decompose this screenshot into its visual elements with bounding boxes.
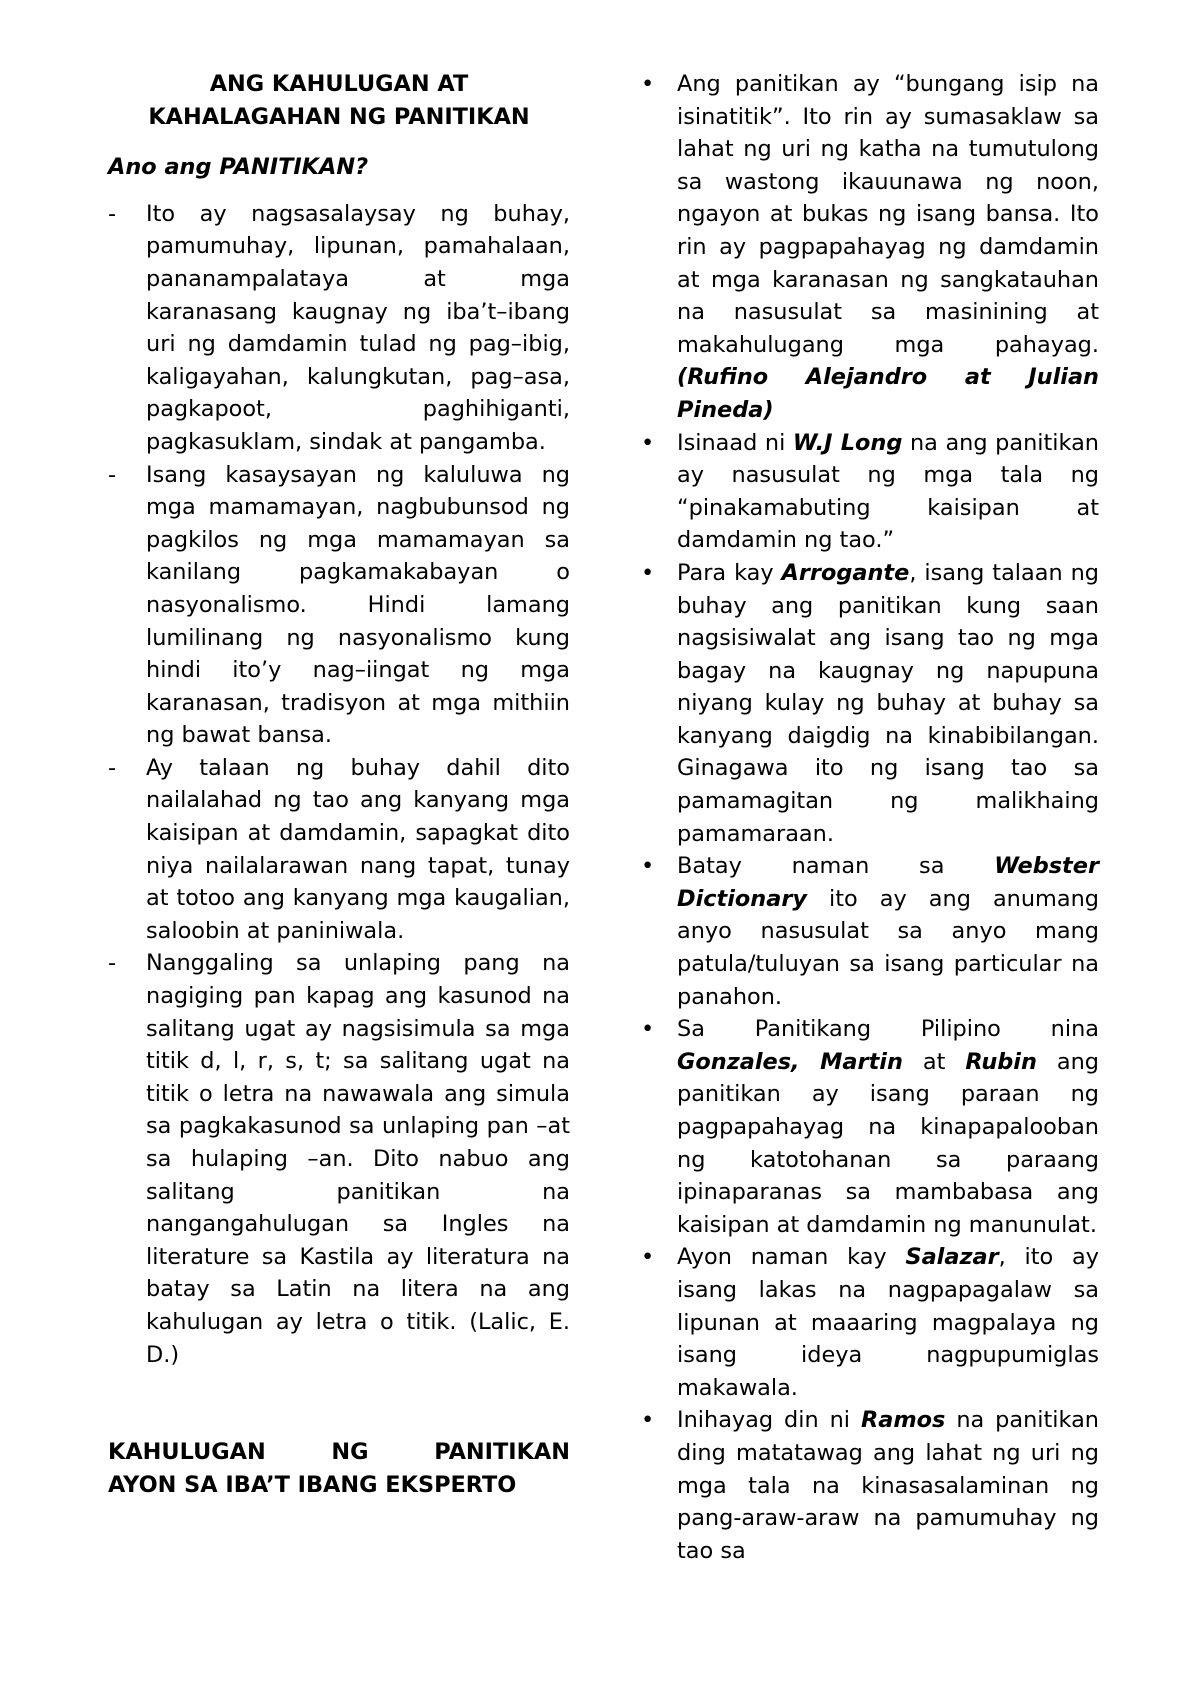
bullet-marker: • bbox=[641, 853, 655, 880]
author-name: Ramos bbox=[860, 1407, 946, 1434]
dash-marker: - bbox=[108, 200, 117, 227]
list-item-text: na ang panitikan ay nasusulat ng mga tala ng “pinakamabuting kaisipan at damdamin ng tao.” bbox=[677, 429, 1099, 554]
list-item bbox=[641, 1404, 1099, 1567]
bullet-marker: • bbox=[641, 559, 655, 586]
list-item-text: Batay naman sa bbox=[677, 853, 995, 880]
author-name: Gonzales, Martin bbox=[677, 1048, 903, 1075]
list-item-text: Ito ay nagsasalaysay ng buhay, pamumuhay, lipunan, pamahalaan, pananampalataya at mga karanasang kaugnay ng iba’t–ibang uri ng damdamin tulad ng pag–ibig, kaligayahan, kalungkutan, pag–asa, pagkapoot, paghihiganti, pagkasuklam, sindak at pangamba. bbox=[146, 200, 570, 455]
section-heading-line-2: AYON SA IBA’T IBANG EKSPERTO bbox=[108, 1471, 517, 1498]
dash-marker: - bbox=[108, 754, 117, 781]
dash-marker: - bbox=[108, 461, 117, 488]
list-item bbox=[108, 198, 570, 459]
title-line-1: ANG KAHULUGAN AT bbox=[209, 71, 469, 97]
section-heading bbox=[108, 1436, 570, 1501]
list-item bbox=[641, 850, 1099, 1013]
author-name: Arrogante bbox=[781, 559, 910, 586]
subheading: Ano ang PANITIKAN? bbox=[108, 154, 369, 181]
list-item-text: Isinaad ni bbox=[677, 429, 793, 456]
list-item bbox=[108, 752, 570, 948]
bullet-marker: • bbox=[641, 429, 655, 456]
author-name: Rubin bbox=[965, 1048, 1037, 1075]
list-item-text: Ang panitikan ay “bungang isip na isinatitik”. Ito rin ay sumasaklaw sa lahat ng uri ng katha na tumutulong sa wastong ikauunawa ng noon, ngayon at bukas ng isang bansa. Ito rin ay pagpapahayag ng damdamin at mga karanasan ng sangkatauhan na nasusulat sa masinining at makahulugang mga pahayag. bbox=[677, 71, 1099, 358]
bullet-marker: • bbox=[641, 71, 655, 97]
list-item-text: Nanggaling sa unlaping pang na nagiging pan kapag ang kasunod na salitang ugat ay nagsisimula sa mga titik d, l, r, s, t; sa salitang ugat na titik o letra na nawawala ang simula sa pagkakasunod sa unlaping pan –at sa hulaping –an. Dito nabuo ang salitang panitikan na nangangahulugan sa Ingles na literature sa Kastila ay literatura na batay sa Latin na litera na ang kahulugan ay letra o titik. (Lalic, E. D.) bbox=[146, 950, 570, 1368]
bullet-marker: • bbox=[641, 1407, 655, 1434]
author-name: W.J Long bbox=[792, 429, 903, 456]
list-item bbox=[641, 557, 1099, 850]
title-line-2: KAHALAGAHAN NG PANITIKAN bbox=[148, 103, 530, 130]
list-item-text: na panitikan ding matatawag ang lahat ng uri ng mga tala na kinasasalaminan ng pang-araw-araw na pamumuhay ng tao sa bbox=[677, 1407, 1099, 1564]
list-item-text: Ay talaan ng buhay dahil dito nailalahad ng tao ang kanyang mga kaisipan at damdamin, sapagkat dito niya nailalarawan nang tapat, tunay at totoo ang kanyang mga kaugalian, saloobin at paniniwala. bbox=[146, 754, 570, 944]
list-item-text: , ito ay isang lakas na nagpapagalaw sa lipunan at maaaring magpalaya ng isang ideya nagpupumiglas makawala. bbox=[677, 1244, 1099, 1401]
author-name: Webster Dictionary bbox=[677, 853, 1099, 912]
list-item bbox=[641, 427, 1099, 557]
author-name: (Rufino Alejandro at Julian Pineda) bbox=[677, 364, 1099, 423]
list-item bbox=[641, 1241, 1099, 1404]
list-item-text: Isang kasaysayan ng kaluluwa ng mga mamamayan, nagbubunsod ng pagkilos ng mga mamamayan sa kanilang pagkamakabayan o nasyonalismo. Hindi lamang lumilinang ng nasyonalismo kung hindi ito’y nag–iingat ng mga karanasan, tradisyon at mga mithiin ng bawat bansa. bbox=[146, 461, 570, 749]
list-item-text: at bbox=[902, 1048, 966, 1075]
section-heading-line-1: KAHULUGAN NG PANITIKAN bbox=[108, 1439, 570, 1466]
list-item-text: Inihayag din ni bbox=[677, 1407, 861, 1434]
list-item-text: Ayon naman kay bbox=[677, 1244, 906, 1271]
left-column bbox=[108, 68, 570, 1501]
list-item bbox=[108, 459, 570, 752]
list-item-text: ang panitikan ay isang paraan ng pagpapahayag na kinapapalooban ng katotohanan sa paraang ipinaparanas sa mambabasa ang kaisipan at damdamin ng manunulat. bbox=[677, 1048, 1099, 1238]
definition-list bbox=[108, 198, 570, 1371]
list-item bbox=[108, 947, 570, 1371]
list-item-text: , isang talaan ng buhay ang panitikan kung saan nagsisiwalat ang isang tao ng mga bagay na kaugnay ng napupuna niyang kulay ng buhay at buhay sa kanyang daigdig na kinabibilangan. Ginagawa ito ng isang tao sa pamamagitan ng malikhaing pamamaraan. bbox=[677, 559, 1099, 847]
expert-definition-list bbox=[641, 68, 1099, 1567]
list-item bbox=[641, 68, 1099, 427]
list-item bbox=[641, 1013, 1099, 1241]
bullet-marker: • bbox=[641, 1016, 655, 1043]
bullet-marker: • bbox=[641, 1244, 655, 1271]
author-name: Salazar bbox=[905, 1244, 999, 1271]
list-item-text: ito ay ang anumang anyo nasusulat sa anyo mang patula/tuluyan sa isang particular na panahon. bbox=[677, 885, 1099, 1010]
dash-marker: - bbox=[108, 950, 117, 977]
right-column bbox=[641, 68, 1099, 1567]
list-item-text: Sa Panitikang Pilipino nina bbox=[677, 1016, 1099, 1043]
document-title bbox=[108, 68, 570, 133]
list-item-text: Para kay bbox=[677, 559, 782, 586]
